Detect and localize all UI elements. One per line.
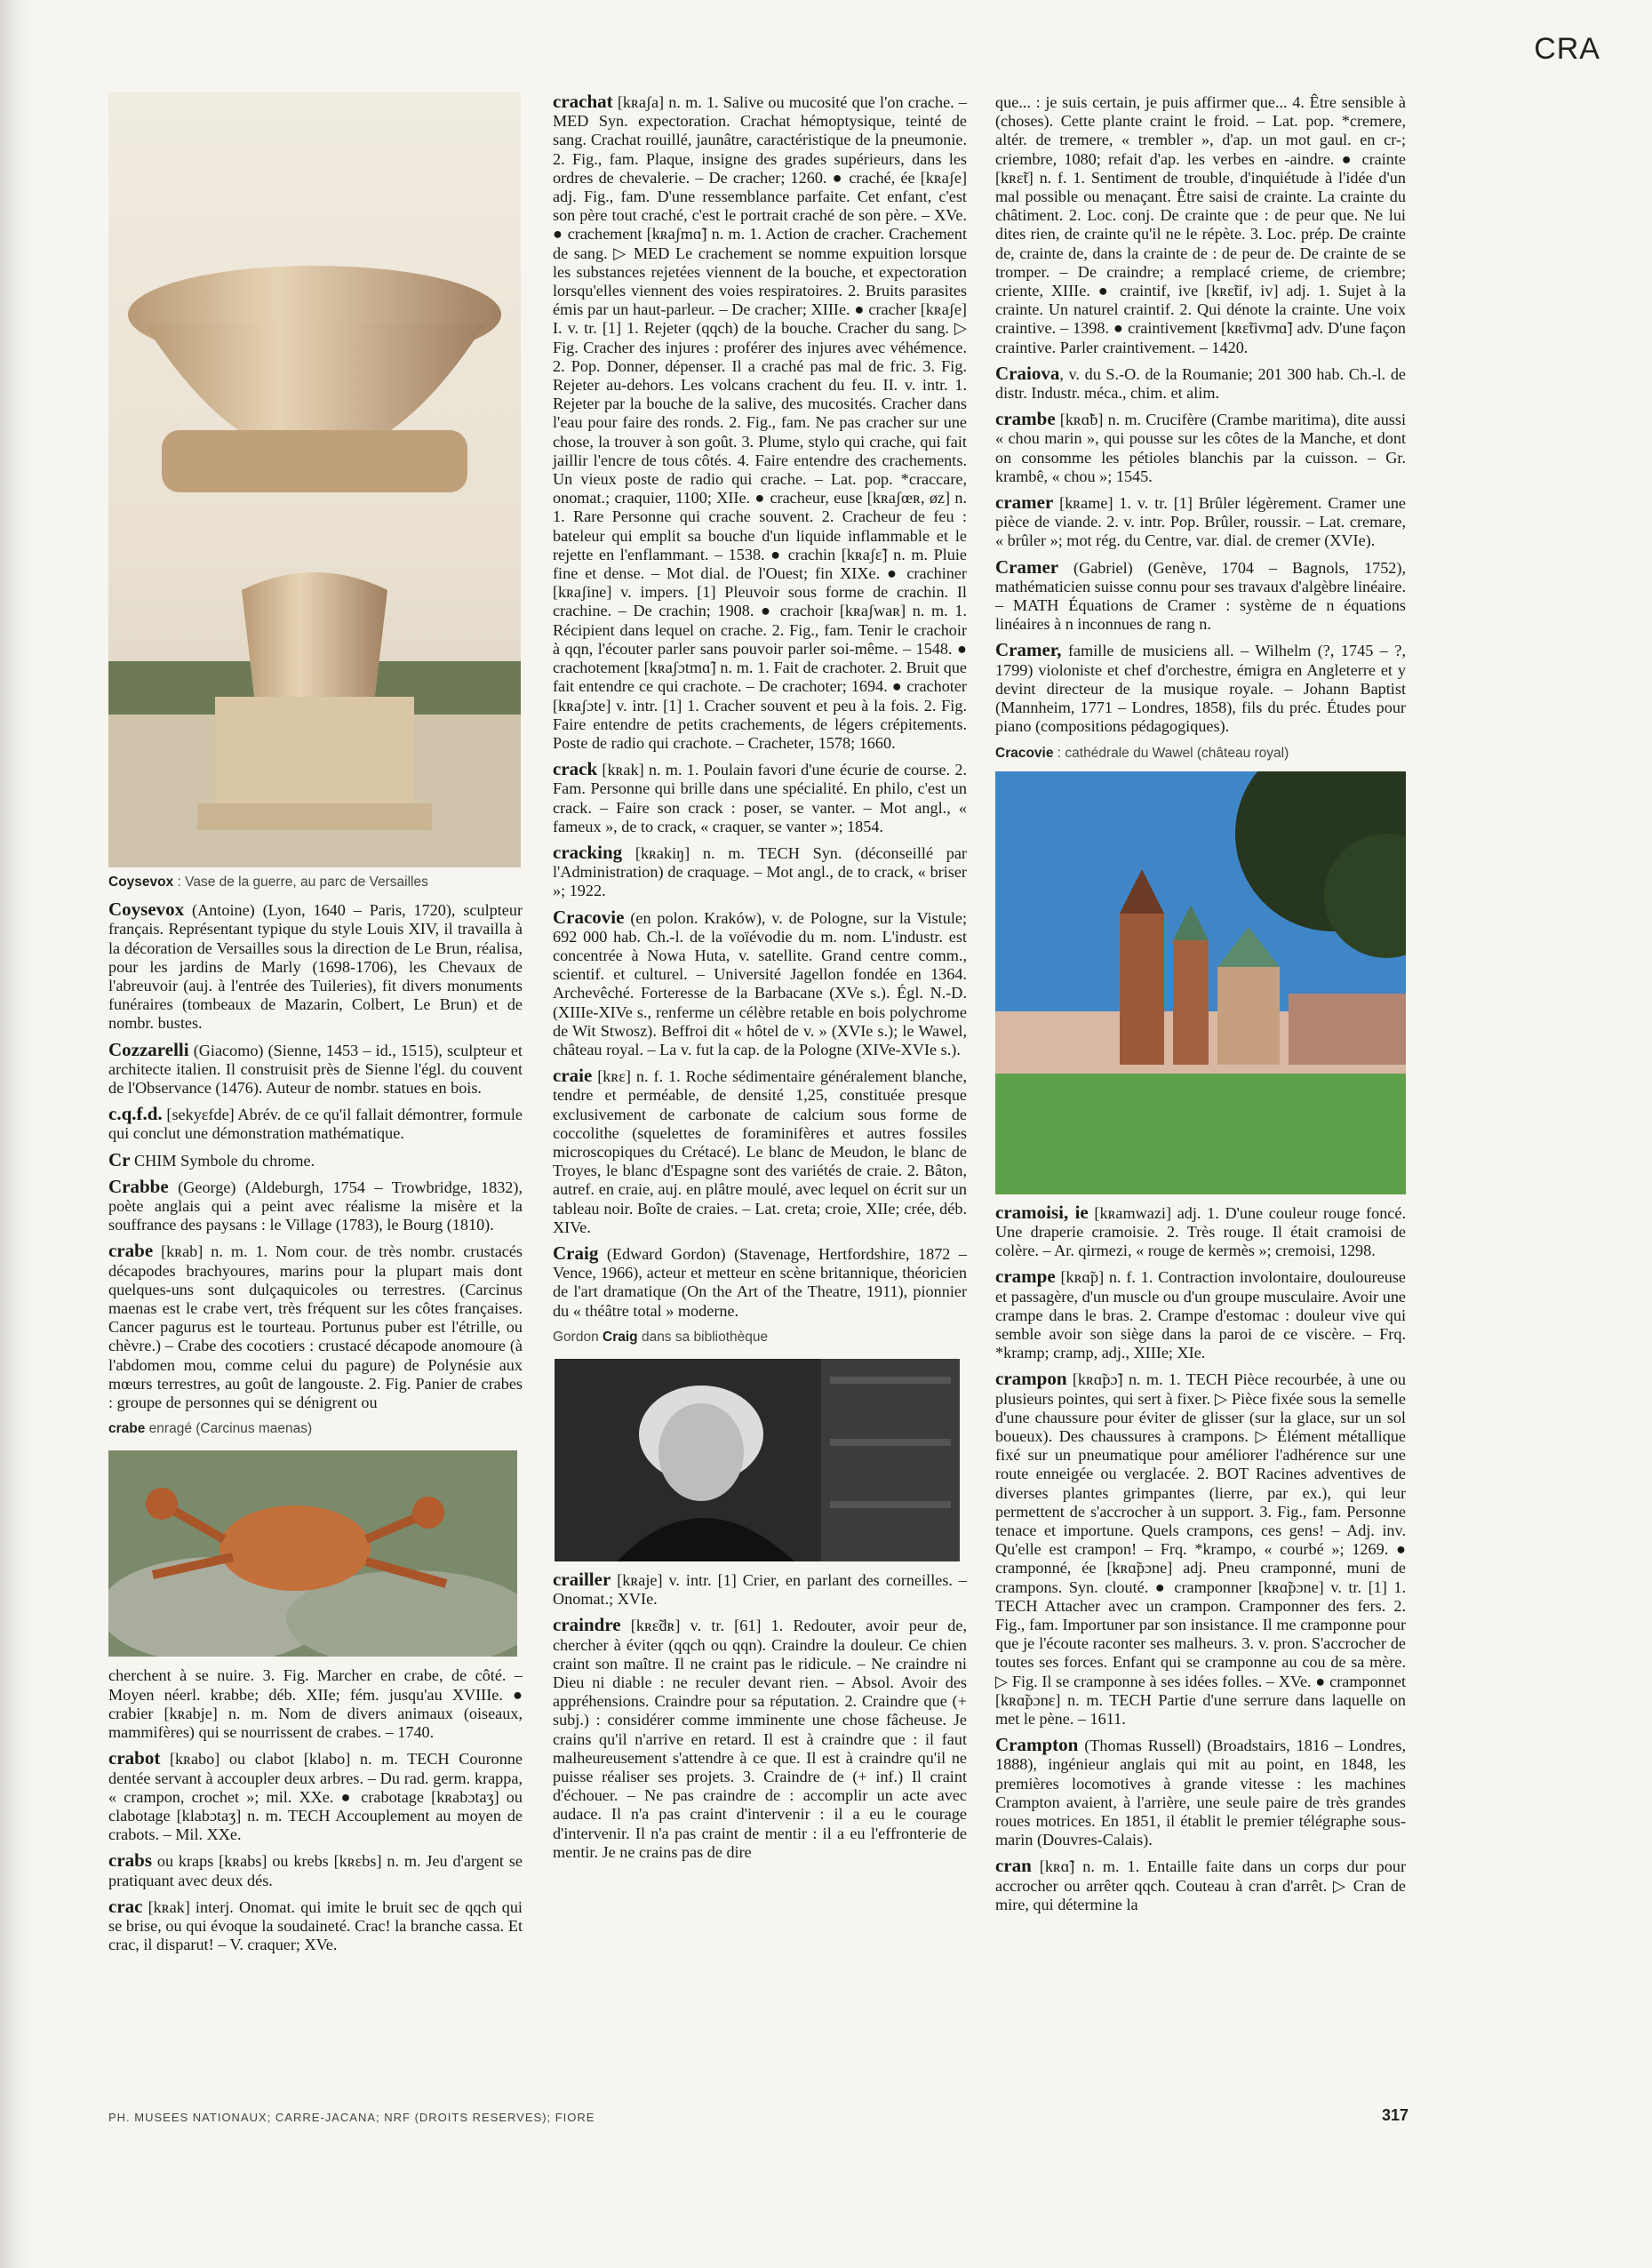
entry-craindre-cont: que... : je suis certain, je puis affirmer que... 4. Être sensible à (choses). Cette plante craint le froid. – Lat. pop. *cremere, altér. de tremere, « trembler », d'ap. un mot gaul. en cr-; criembre, 1080; refait d'ap. les verbes en -aindre. ● crainte [kʀɛ̃t] n. f. 1. Sentiment de trouble, d'inquiétude à l'idée d'un mal possible ou menaçant. Être saisi de crainte. La crainte du châtiment. 2. Loc. conj. De crainte que : de peur que. Ne lui dites rien, de crainte qu'il ne le répète. 3. Loc. prép. De crainte de, crainte de, dans la crainte de : de peur de. De crainte de se tromper. – De craindre; a remplacé crieme, de criembre; criente, XIIIe. ● craintif, ive [kʀɛ̃tif, iv] adj. 1. Sujet à la crainte. Un naturel craintif. 2. Qui dénote la crainte. Une voix craintive. – 1398. ● craintivement [kʀɛ̃tivmɑ̃] adv. D'une façon craintive. Parler craintivement. – 1420. <box>995 93 1406 356</box>
cracovie-caption: Cracovie : cathédrale du Wawel (château royal) <box>995 745 1289 761</box>
entry-craie: craie [kʀɛ] n. f. 1. Roche sédimentaire généralement blanche, tendre et perméable, de densité 1,25, constituée presque exclusivement de carbonate de calcium sous forme de coccolithe (squelettes de foraminifères et autres fossiles microscopiques du Crétacé). Le blanc de Meudon, le blanc de Troyes, le blanc d'Espagne sont des variétés de craie. 2. Bâton, autref. en craie, auj. en plâtre moulé, avec lequel on écrit sur un tableau noir. Boîte de craies. – Lat. creta; croie, XIIe; crée, déb. XIVe. <box>553 1065 967 1236</box>
vase-photo <box>108 92 521 867</box>
entry-crabe: crabe [kʀab] n. m. 1. Nom cour. de très nombr. crustacés décapodes brachyoures, marins pour la plupart mais dont quelques-uns sont dulçaquicoles ou terrestres. (Carcinus maenas est le crabe vert, très fréquent sur les côtes françaises. Cancer pagurus est le tourteau. Portunus puber est l'étrille, ou chèvre.) – Crabe des cocotiers : crustacé décapode anomoure (à l'abdomen mou, comme celui du pagure) de Polynésie aux mœurs terrestres, au goût de langouste. 2. Fig. Panier de crabes : groupe de personnes qui se dénigrent ou <box>108 1240 523 1412</box>
entry-cramer-family: Cramer, famille de musiciens all. – Wilhelm (?, 1745 – ?, 1799) violoniste et chef d'orchestre, émigra en Angleterre et y devint directeur de la musique royale. – Johann Baptist (Mannheim, 1771 – Londres, 1858), fils du préc. Études pour piano (compositions pédagogiques). <box>995 639 1406 736</box>
entry-crabot: crabot [kʀabo] ou clabot [klabo] n. m. TECH Couronne dentée servant à accoupler deux arbres. – Du rad. germ. krappa, « crampon, crochet »; mil. XXe. ● crabotage [kʀabɔtaʒ] ou clabotage [klabɔtaʒ] n. m. TECH Accouplement au moyen de crabots. – Mil. XXe. <box>108 1747 523 1844</box>
entry-cracovie: Cracovie (en polon. Kraków), v. de Pologne, sur la Vistule; 692 000 hab. Ch.-l. de la voïévodie du m. nom. L'industr. est concentrée à Nowa Huta, v. satellite. Grand centre comm., scientif. et culturel. – Université Jagellon fondée en 1364. Archevêché. Forteresse de la Barbacane (XVe s.). Égl. N.-D. (XIIIe-XIVe s., renferme un célèbre retable en bois polychrome de Wit Stwosz). Beffroi dit « hôtel de v. » (XVIe s.); le Wawel, château royal. – La v. fut la cap. de la Pologne (XIVe-XVIe s.). <box>553 906 967 1058</box>
entry-crac: crac [kʀak] interj. Onomat. qui imite le bruit sec de qqch qui se brise, ou qui évoque la soudaineté. Crac! la branche cassa. Et crac, il disparut! – V. craquer; XVe. <box>108 1895 523 1954</box>
column-3 <box>995 92 1406 1921</box>
entry-cr: Cr CHIM Symbole du chrome. <box>108 1148 315 1170</box>
page-number: 317 <box>1381 2106 1409 2124</box>
entry-cozzarelli: Cozzarelli (Giacomo) (Sienne, 1453 – id., 1515), sculpteur et architecte italien. Il construisit près de Sienne l'égl. du couvent de l'Observance (1476). Auteur de nombr. statues en bois. <box>108 1038 523 1098</box>
crab-caption: crabe enragé (Carcinus maenas) <box>108 1421 313 1437</box>
entry-cran: cran [kʀɑ̃] n. m. 1. Entaille faite dans un corps dur pour accrocher ou arrêter qqch. Couteau à cran d'arrêt. ▷ Cran de mire, qui détermine la <box>995 1855 1406 1913</box>
entry-crabe-cont: cherchent à se nuire. 3. Fig. Marcher en crabe, de côté. – Moyen néerl. krabbe; déb. XIIe; fém. jusqu'au XVIIIe. ● crabier [kʀabje] n. m. Nom de divers animaux (oiseaux, mammifères) qui se nourrissent de crabes. – 1740. <box>108 1666 523 1742</box>
page-edge <box>0 0 30 2268</box>
vase-illustration <box>108 92 521 867</box>
entry-crampton: Crampton (Thomas Russell) (Broadstairs, 1816 – Londres, 1888), ingénieur anglais qui mit au point, en 1848, les premières locomotives à grande vitesse : les machines Crampton avaient, à l'arrière, une seule paire de très grandes roues motrices. En 1851, il établit le premier télégraphe sous-marin (Douvres-Calais). <box>995 1734 1406 1849</box>
entry-crailler: crailler [kʀaje] v. intr. [1] Crier, en parlant des corneilles. – Onomat.; XVIe. <box>553 1569 967 1609</box>
entry-crambe: crambe [kʀɑ̃b] n. m. Crucifère (Crambe maritima), dite aussi « chou marin », qui pousse sur les côtes de la Manche, et dont on consomme les pétioles blanchis par la cuisson. – Gr. krambê, « chou »; 1545. <box>995 408 1406 485</box>
craig-caption: Gordon Craig dans sa bibliothèque <box>553 1329 769 1345</box>
crab-photo <box>108 1450 517 1657</box>
entry-cqfd: c.q.f.d. [sekyɛfde] Abrév. de ce qu'il fallait démontrer, formule qui conclut une démonstration mathématique. <box>108 1103 523 1143</box>
craig-photo <box>555 1359 960 1561</box>
entry-cramer-gabriel: Cramer (Gabriel) (Genève, 1704 – Bagnols, 1752), mathématicien suisse connu pour ses travaux d'algèbre linéaire. – MATH Équations de Cramer : système de n équations linéaires à n inconnues de rang n. <box>995 555 1406 634</box>
cracovie-photo <box>995 771 1406 1194</box>
cracovie-illustration <box>995 771 1406 1194</box>
entry-crack: crack [kʀak] n. m. 1. Poulain favori d'une écurie de course. 2. Fam. Personne qui brille dans une spécialité. En philo, c'est un crack. – Faire son crack : poser, se vanter. – Mot angl., « fameux », de to crack, « craquer, se vanter »; 1854. <box>553 758 967 835</box>
craig-illustration <box>555 1359 960 1561</box>
entry-coysevox: Coysevox (Antoine) (Lyon, 1640 – Paris, 1720), sculpteur français. Représentant typique du style Louis XIV, il travailla à la décoration de Versailles sous la direction de Le Brun, réalisa, pour les jardins de Marly (1698-1706), les Chevaux de l'abreuvoir (auj. à l'entrée des Tuileries), fit divers monuments funéraires (tombeaux de Mazarin, Colbert, Le Brun) et de nombr. bustes. <box>108 898 523 1033</box>
column-1 <box>108 92 523 1961</box>
entry-craiova: Craiova, v. du S.-O. de la Roumanie; 201 300 hab. Ch.-l. de distr. Industr. méca., chim. et alim. <box>995 362 1406 403</box>
entry-crampe: crampe [kʀɑ̃p] n. f. 1. Contraction involontaire, douloureuse et passagère, d'un muscle ou d'un groupe musculaire. Avoir une crampe dans le bras. 2. Crampe d'estomac : douleur vive qui semble avoir son siège dans la paroi de ce viscère. – Frq. *kramp; cramp, adj., XIIIe; XIe. <box>995 1266 1406 1362</box>
entry-craindre: craindre [kʀɛ̃dʀ] v. tr. [61] 1. Redouter, avoir peur de, chercher à éviter (qqch ou qqn). Craindre la douleur. Ce chien craint son maître. Il ne craint pas le ridicule. – Ne craindre ni Dieu ni diable : ne reculer devant rien. – Absol. Avoir des appréhensions. Craindre pour sa réputation. 2. Craindre que (+ subj.) : considérer comme imminente une chose fâcheuse. Je crains qu'il n'arrive en retard. Il est à craindre que : il faut malheureusement s'attendre à ce que. Il est à craindre qu'il ne puisse réaliser ses projets. 3. Craindre de (+ inf.) Il craint d'échouer. – Ne pas craindre de : accomplir un acte avec audace. Il n'a pas craint d'intervenir : il a eu le courage d'intervenir. Il n'a pas craint de mentir : il a eu l'effronterie de mentir. Je ne crains pas de dire <box>553 1614 967 1861</box>
entry-cramoisi: cramoisi, ie [kʀamwazi] adj. 1. D'une couleur rouge foncé. Une draperie cramoisie. 2. Très rouge. Il était cramoisi de colère. – Ar. qirmezi, « rouge de kermès »; cremoisi, 1298. <box>995 1201 1406 1260</box>
vase-caption: Coysevox : Vase de la guerre, au parc de Versailles <box>108 874 428 890</box>
entry-crabbe: Crabbe (George) (Aldeburgh, 1754 – Trowbridge, 1832), poète anglais qui a peint avec réalisme la misère et la souffrance des paysans : le Village (1783), le Bourg (1810). <box>108 1175 523 1234</box>
photo-credits: PH. MUSEES NATIONAUX; CARRE-JACANA; NRF (DROITS RESERVES); FIORE <box>108 2111 595 2124</box>
entry-cramer-verb: cramer [kʀame] 1. v. tr. [1] Brûler légèrement. Cramer une pièce de viande. 2. v. intr. Pop. Brûler, roussir. – Lat. cremare, « brûler »; mot rég. du Centre, var. dial. de cremer (XVIe). <box>995 491 1406 550</box>
entry-craig: Craig (Edward Gordon) (Stavenage, Hertfordshire, 1872 – Vence, 1966), acteur et metteur en scène britannique, théoricien de l'art dramatique (On the Art of the Theatre, 1911), pionnier du « théâtre total » moderne. <box>553 1242 967 1320</box>
running-head: CRA <box>1534 32 1600 66</box>
column-2 <box>553 92 967 1869</box>
entry-crachat: crachat [kʀaʃa] n. m. 1. Salive ou mucosité que l'on crache. – MED Syn. expectoration. Crachat hémoptysique, teinté de sang. Crachat rouillé, jaunâtre, caractéristique de la pneumonie. 2. Fig., fam. Plaque, insigne des grades supérieurs, dans les ordres de chevalerie. – De cracher; 1260. ● craché, ée [kʀaʃe] adj. Fig., fam. D'une ressemblance parfaite. Cet enfant, c'est son père tout craché, c'est le portrait craché de son père. – XVe. ● crachement [kʀaʃmɑ̃] n. m. 1. Action de cracher. Crachement de sang. ▷ MED Le crachement se nomme expuition lorsque les substances rejetées viennent de la bouche, et expectoration lorsqu'elles viennent des voies respiratoires. 2. Bruits parasites émis par un haut-parleur. – De cracher; XIIIe. ● cracher [kʀaʃe] I. v. tr. [1] 1. Rejeter (qqch) de la bouche. Cracher du sang. ▷ Fig. Cracher des injures : proférer des injures avec véhémence. 2. Pop. Donner, dépenser. Il a craché pas mal de fric. 3. Fig. Rejeter au-dehors. Les volcans crachent du feu. II. v. intr. 1. Rejeter par la bouche de la salive, des mucosités. Cracher dans l'eau pour faire des ronds. 2. Fig., fam. Ne pas cracher sur une chose, la trouver à son goût. 3. Plume, stylo qui crache, qui fait jaillir l'encre de tous côtés. 4. Faire entendre des crachements. Un vieux poste de radio qui crache. – Lat. pop. *craccare, onomat.; craquier, 1100; XIIe. ● cracheur, euse [kʀaʃœʀ, øz] n. 1. Rare Personne qui crache souvent. 2. Cracheur de feu : bateleur qui emplit sa bouche d'un liquide inflammable et le rejette en l'enflammant. – 1538. ● crachin [kʀaʃɛ̃] n. m. Pluie fine et dense. – Mot dial. de l'Ouest; fin XIXe. ● crachiner [kʀaʃine] v. impers. [1] Pleuvoir sous forme de crachin. Il crachine. – De crachin; 1908. ● crachoir [kʀaʃwaʀ] n. m. 1. Récipient dans lequel on crache. 2. Fig., fam. Tenir le crachoir à qqn, l'écouter parler sans pouvoir parler soi-même. – 1548. ● crachotement [kʀaʃɔtmɑ̃] n. m. 1. Fait de crachoter. 2. Bruit que fait entendre ce qui crachote. – De crachoter; 1694. ● crachoter [kʀaʃɔte] v. intr. [1] 1. Cracher souvent et peu à la fois. 2. Fig. Faire entendre de petits crachements, de légers crépitements. Poste de radio qui crachote. – Cracheter, 1578; 1660. <box>553 91 967 752</box>
entry-cracking: cracking [kʀakiŋ] n. m. TECH Syn. (déconseillé par l'Administration) de craquage. – Mot angl., de to crack, « briser »; 1922. <box>553 841 967 900</box>
entry-crabs: crabs ou kraps [kʀabs] ou krebs [kʀɛbs] n. m. Jeu d'argent se pratiquant avec deux dés. <box>108 1849 523 1889</box>
entry-crampon: crampon [kʀɑ̃pɔ̃] n. m. 1. TECH Pièce recourbée, à une ou plusieurs pointes, qui sert à fixer. ▷ Pièce fixée sous la semelle d'une chaussure pour éviter de glisser (sur la glace, sur un sol boueux). Des chaussures à crampons. ▷ Élément métallique fixé sur un pneumatique pour améliorer l'adhérence sur une route enneigée ou verglacée. 2. BOT Racines adventives de diverses plantes grimpantes (lierre, par ex.), qui leur permettent de s'accrocher à un support. 3. Fig., fam. Personne tenace et importune. Quels crampons, ces gens! – Adj. inv. Qu'elle est crampon! – Frq. *krampo, « courbé »; 1269. ● cramponné, ée [kʀɑ̃pɔne] adj. Pneu cramponné, muni de crampons. Syn. clouté. ● cramponner [kʀɑ̃pɔne] v. tr. [1] 1. TECH Attacher avec un crampon. Cramponner des fers. 2. Fig., fam. Importuner par son insistance. Il me cramponne pour que je l'écoute raconter ses malheurs. 3. v. pron. S'accrocher de toutes ses forces. Enfant qui se cramponne au cou de sa mère. ▷ Fig. Il se cramponne à ses idées folles. – XVe. ● cramponnet [kʀɑ̃pɔnɛ] n. m. TECH Partie d'une serrure dans laquelle on met le pène. – 1611. <box>995 1368 1406 1728</box>
crab-illustration <box>108 1450 517 1657</box>
